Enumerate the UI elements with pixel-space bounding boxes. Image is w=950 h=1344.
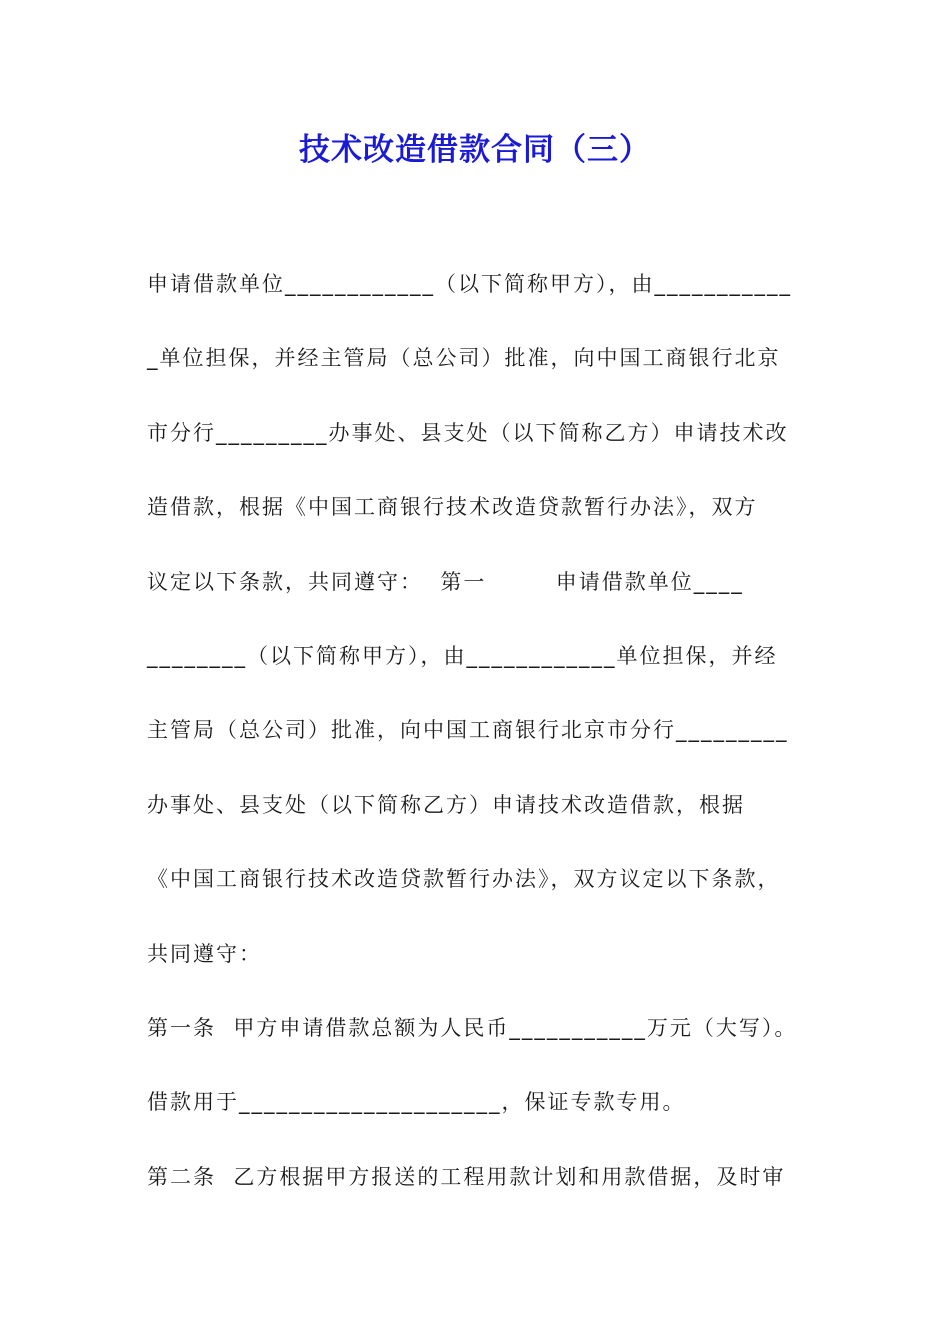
text-line: 《中国工商银行技术改造贷款暂行办法》，双方议定以下条款， xyxy=(147,867,781,892)
article-line: 第二条 乙方根据甲方报送的工程用款计划和用款借据，及时审 xyxy=(147,1164,786,1189)
text-line: 议定以下条款，共同遵守： 第一 申请借款单位____ xyxy=(147,569,744,594)
contract-body xyxy=(147,262,837,1229)
text-line: 借款用于_____________________，保证专款专用。 xyxy=(147,1090,686,1115)
article-line: 第一条 甲方申请借款总额为人民币___________万元（大写）。 xyxy=(147,1015,798,1040)
text-line: 办事处、县支处（以下简称乙方）申请技术改造借款，根据 xyxy=(147,792,745,817)
text-line: 申请借款单位____________（以下简称甲方），由___________ xyxy=(147,272,792,296)
text-line: 共同遵守： xyxy=(147,941,262,966)
text-line: 造借款，根据《中国工商银行技术改造贷款暂行办法》，双方 xyxy=(147,495,758,520)
text-line: 主管局（总公司）批准，向中国工商银行北京市分行_________ xyxy=(147,718,789,743)
text-line: _单位担保，并经主管局（总公司）批准，向中国工商银行北京 xyxy=(147,346,781,371)
text-line: ________（以下简称甲方），由____________单位担保，并经 xyxy=(147,643,778,668)
document-title: 技术改造借款合同（三） xyxy=(299,132,651,168)
text-line: 市分行_________办事处、县支处（以下简称乙方）申请技术改 xyxy=(147,420,789,445)
